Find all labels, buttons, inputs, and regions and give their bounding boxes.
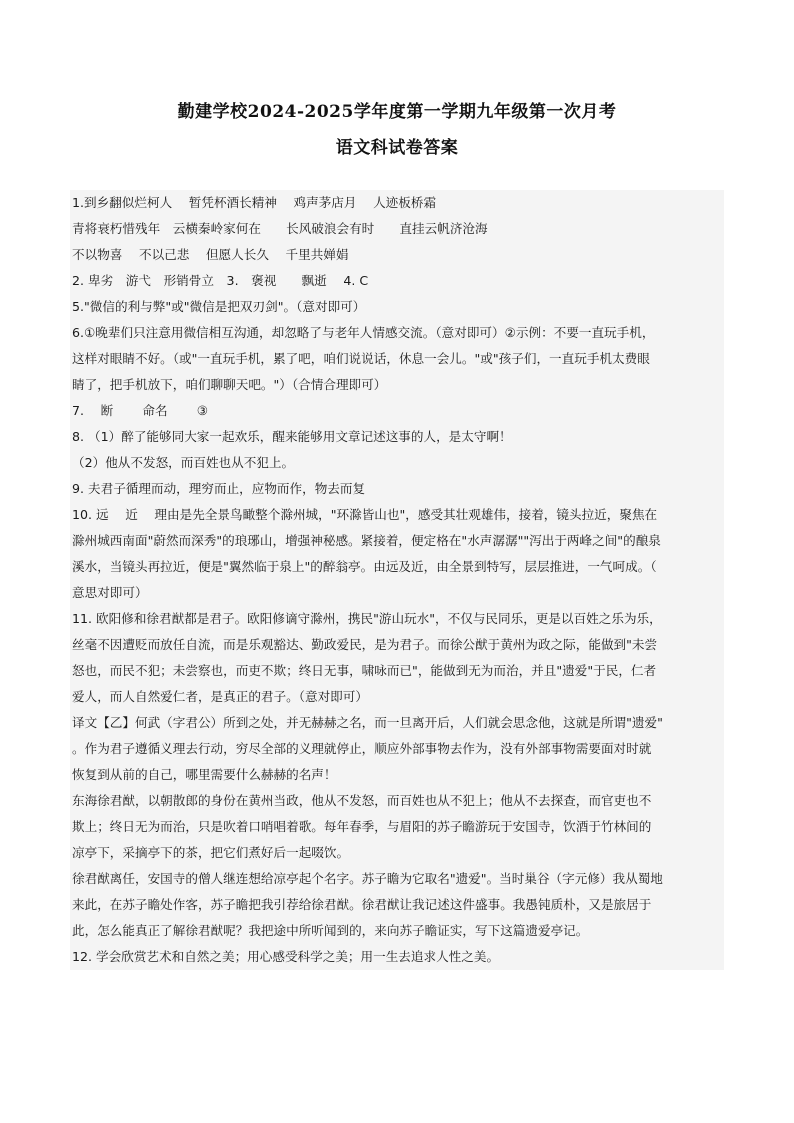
- page-subtitle: 语文科试卷答案: [335, 138, 459, 158]
- answer-line: 8. （1）醉了能够同大家一起欢乐，醒来能够用文章记述这事的人，是太守啊！: [72, 429, 512, 444]
- answer-line: 此，怎么能真正了解徐君猷呢？我把途中所听闻到的，来向苏子瞻证实，写下这篇遗爱亭记。: [72, 923, 589, 938]
- answer-line: 爱人，而人自然爱仁者，是真正的君子。（意对即可）: [72, 689, 368, 704]
- answer-line: 。作为君子遵循义理去行动，穷尽全部的义理就停止，顺应外部事物去作为，没有外部事物需要面对时就: [72, 741, 652, 756]
- answer-line: （2）他从不发怒，而百姓也从不犯上。: [72, 455, 295, 470]
- answer-line: 6.①晚辈们只注意用微信相互沟通，却忽略了与老年人情感交流。（意对即可）②示例：不要一直玩手机，: [72, 325, 655, 340]
- answer-line: 徐君猷离任，安国寺的僧人继连想给凉亭起个名字。苏子瞻为它取名"遗爱"。当时巢谷（字元修）我从蜀地: [72, 871, 663, 886]
- answer-line: 丝毫不因遭贬而放任自流，而是乐观豁达、勤政爱民，是为君子。而徐公猷于黄州为政之际，能做到"未尝: [72, 637, 658, 652]
- answer-line: 译文【乙】何武（字君公）所到之处，并无赫赫之名，而一旦离开后，人们就会思念他，这就是所谓"遗爱": [72, 715, 663, 730]
- answer-line: 意思对即可）: [72, 585, 148, 600]
- answer-line: 来此，在苏子瞻处作客，苏子瞻把我引荐给徐君猷。徐君猷让我记述这件盛事。我愚钝质朴，又是旅居于: [72, 897, 652, 912]
- answer-line: 凉亭下，采摘亭下的茶，把它们煮好后一起啜饮。: [72, 845, 350, 860]
- answer-line: 11. 欧阳修和徐君猷都是君子。欧阳修谪守滁州，携民"游山玩水"，不仅与民同乐，更是以百姓之乐为乐，: [72, 611, 662, 626]
- answer-line: 7. 断 命名 ③: [72, 403, 209, 418]
- answer-line: 这样对眼睛不好。（或"一直玩手机，累了吧，咱们说说话，休息一会儿。"或"孩子们，一直玩手机太费眼: [72, 351, 650, 366]
- answer-line: 12. 学会欣赏艺术和自然之美；用心感受科学之美；用一生去追求人性之美。: [72, 949, 500, 964]
- answer-line: 不以物喜 不以己悲 但愿人长久 千里共婵娟: [72, 247, 349, 262]
- answer-line: 东海徐君猷，以朝散郎的身份在黄州当政，他从不发怒，而百姓也从不犯上；他从不去探查，而官吏也不: [72, 793, 652, 808]
- answer-line: 怒也，而民不犯；未尝察也，而吏不欺；终日无事，啸咏而已"，能做到无为而治，并且"遗爱"于民，仁者: [72, 663, 657, 678]
- answer-line: 1.到乡翻似烂柯人 暂凭杯酒长精神 鸡声茅店月 人迹板桥霜: [72, 195, 437, 210]
- answer-line: 10. 远 近 理由是先全景鸟瞰整个滁州城，"环滁皆山也"，感受其壮观雄伟，接着，镜头拉近，聚焦在: [72, 507, 658, 522]
- answer-line: 5."微信的利与弊"或"微信是把双刃剑"。（意对即可）: [72, 299, 366, 314]
- answer-line: 滁州城西南面"蔚然而深秀"的琅琊山，增强神秘感。紧接着，便定格在"水声潺潺""泻出于两峰之间"的酿泉: [72, 533, 661, 548]
- answer-line: 睛了，把手机放下，咱们聊聊天吧。"）（合情合理即可）: [72, 377, 387, 392]
- answer-line: 溪水，当镜头再拉近，便是"翼然临于泉上"的醉翁亭。由远及近，由全景到特写，层层推进，一气呵成。（: [72, 559, 657, 574]
- answer-line: 恢复到从前的自己，哪里需要什么赫赫的名声！: [72, 767, 337, 782]
- answer-line: 2. 卑劣 游弋 形销骨立 3. 褒视 飘逝 4. C: [72, 273, 369, 288]
- page-title: 勤建学校2024-2025学年度第一学期九年级第一次月考: [177, 102, 617, 122]
- answer-line: 青将衰朽惜残年 云横秦岭家何在 长风破浪会有时 直挂云帆济沧海: [72, 221, 488, 236]
- answer-block: [70, 190, 724, 970]
- answer-line: 9. 夫君子循理而动，理穷而止，应物而作，物去而复: [72, 481, 366, 496]
- answer-line: 欺上；终日无为而治，只是吹着口哨唱着歌。每年春季，与眉阳的苏子瞻游玩于安国寺，饮酒于竹林间的: [72, 819, 652, 834]
